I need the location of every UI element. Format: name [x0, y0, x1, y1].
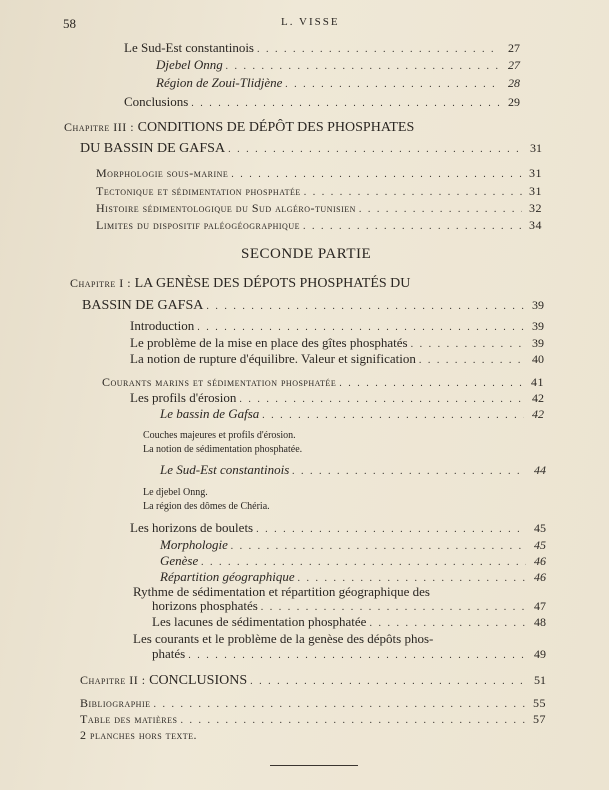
toc-entry-title: horizons phosphatés	[152, 598, 258, 613]
toc-entry-title: Introduction	[130, 318, 195, 333]
toc-entry-title: Bibliographie	[80, 696, 151, 710]
toc-entry-page: 39	[532, 319, 544, 333]
toc-entry-page: 46	[534, 554, 546, 568]
toc-entry-title: Les profils d'érosion	[130, 390, 237, 405]
toc-entry	[96, 163, 542, 183]
toc-entry	[160, 460, 546, 480]
toc-entry-title: Conclusions	[124, 94, 189, 109]
chapter-title-line1: CONDITIONS DE DÉPÔT DES PHOSPHATES	[137, 120, 415, 135]
toc-entry-title: Histoire sédimentologique du Sud algéro-tunisien	[96, 201, 356, 215]
toc-entry	[130, 349, 544, 369]
toc-entry-page: 57	[533, 712, 546, 726]
toc-entry-title: Le problème de la mise en place des gîtes phosphatés	[130, 335, 408, 350]
toc-entry-page: 51	[534, 673, 546, 687]
toc-entry-page: 47	[534, 599, 546, 613]
chapter-title-line2: DU BASSIN DE GAFSA	[80, 141, 226, 156]
chapter-title: CONCLUSIONS	[149, 673, 248, 688]
toc-entry-title: Les courants et le problème de la genèse des dépôts phos-	[133, 631, 434, 646]
toc-entry-title: Le bassin de Gafsa	[160, 406, 260, 421]
toc-entry-title: Table des matières	[80, 712, 178, 726]
toc-entry	[82, 295, 544, 315]
toc-entry-title: Répartition géographique	[160, 569, 295, 584]
toc-entry-page: 45	[534, 521, 546, 535]
toc-entry-title: 2 planches hors texte.	[80, 728, 198, 742]
chapter-title-line1: LA GENÈSE DES DÉPOTS PHOSPHATÉS DU	[134, 276, 411, 291]
toc-entry-page: 29	[508, 95, 520, 109]
toc-entry-title: Les lacunes de sédimentation phosphatée	[152, 614, 367, 629]
toc-entry-title: Le Sud-Est constantinois	[160, 462, 290, 477]
toc-entry-page: 42	[532, 407, 544, 421]
chapter-heading	[80, 670, 247, 691]
chapter-title-line2: BASSIN DE GAFSA	[82, 298, 204, 313]
chapter-heading	[70, 276, 410, 292]
chapter-heading	[64, 120, 414, 136]
toc-subnote: Couches majeures et profils d'érosion.	[143, 430, 296, 441]
toc-entry-page: 31	[529, 166, 542, 180]
part-heading: SECONDE PARTIE	[241, 246, 372, 262]
toc-entry-page: 27	[508, 41, 520, 55]
toc-subnote: Le djebel Onng.	[143, 487, 208, 498]
toc-entry-page: 49	[534, 647, 546, 661]
chapter-label: Chapitre III :	[64, 120, 135, 134]
toc-entry	[160, 404, 544, 424]
toc-entry-title: Limites du dispositif paléogéographique	[96, 218, 300, 232]
toc-entry-page: 34	[529, 218, 542, 232]
toc-subnote: La notion de sédimentation phosphatée.	[143, 444, 303, 455]
toc-entry-page: 39	[532, 298, 544, 312]
toc-entry-title: Les horizons de boulets	[130, 520, 254, 535]
toc-entry	[152, 612, 546, 632]
toc-entry	[80, 670, 546, 690]
toc-entry-page: 28	[508, 76, 520, 90]
toc-entry-page: 42	[532, 391, 544, 405]
toc-entry-page: 31	[530, 141, 542, 155]
toc-entry-title: La notion de rupture d'équilibre. Valeur et signification	[130, 351, 416, 366]
toc-entry	[152, 644, 546, 664]
toc-subnote: La région des dômes de Chéria.	[143, 501, 270, 512]
toc-entry-page: 40	[532, 352, 544, 366]
toc-entry-page: 27	[508, 58, 520, 72]
toc-entry-title: Région de Zoui-Tlidjène	[156, 75, 283, 90]
toc-entry-page: 55	[533, 696, 546, 710]
toc-entry	[156, 73, 520, 93]
toc-entry-title: Morphologie	[160, 537, 228, 552]
toc-entry	[80, 138, 542, 158]
toc-entry-title: Le Sud-Est constantinois	[124, 40, 254, 55]
toc-entry	[96, 215, 542, 235]
toc-entry-page: 41	[531, 375, 544, 389]
toc-entry-title: phatés	[152, 646, 186, 661]
page-number: 58	[63, 16, 76, 31]
closing-rule	[270, 765, 358, 766]
toc-entry-title: Courants marins et sédimentation phosphatée	[102, 375, 337, 389]
toc-entry-page: 45	[534, 538, 546, 552]
toc-entry-page: 32	[529, 201, 542, 215]
toc-entry-title: Tectonique et sédimentation phosphatée	[96, 184, 301, 198]
toc-entry-title: Rythme de sédimentation et répartition géographique des	[133, 584, 430, 599]
toc-entry	[124, 92, 520, 112]
toc-entry-page: 31	[529, 184, 542, 198]
toc-entry-title: Genèse	[160, 553, 199, 568]
chapter-label: Chapitre II :	[80, 673, 146, 687]
toc-entry	[156, 55, 520, 75]
toc-entry-page: 48	[534, 615, 546, 629]
running-head: L. VISSE	[281, 16, 340, 28]
toc-entry-page: 46	[534, 570, 546, 584]
toc-entry-page: 44	[534, 463, 546, 477]
toc-entry-title: Morphologie sous-marine	[96, 166, 229, 180]
chapter-label: Chapitre I :	[70, 276, 132, 290]
toc-entry-page: 39	[532, 336, 544, 350]
toc-entry-title: Djebel Onng	[156, 57, 223, 72]
